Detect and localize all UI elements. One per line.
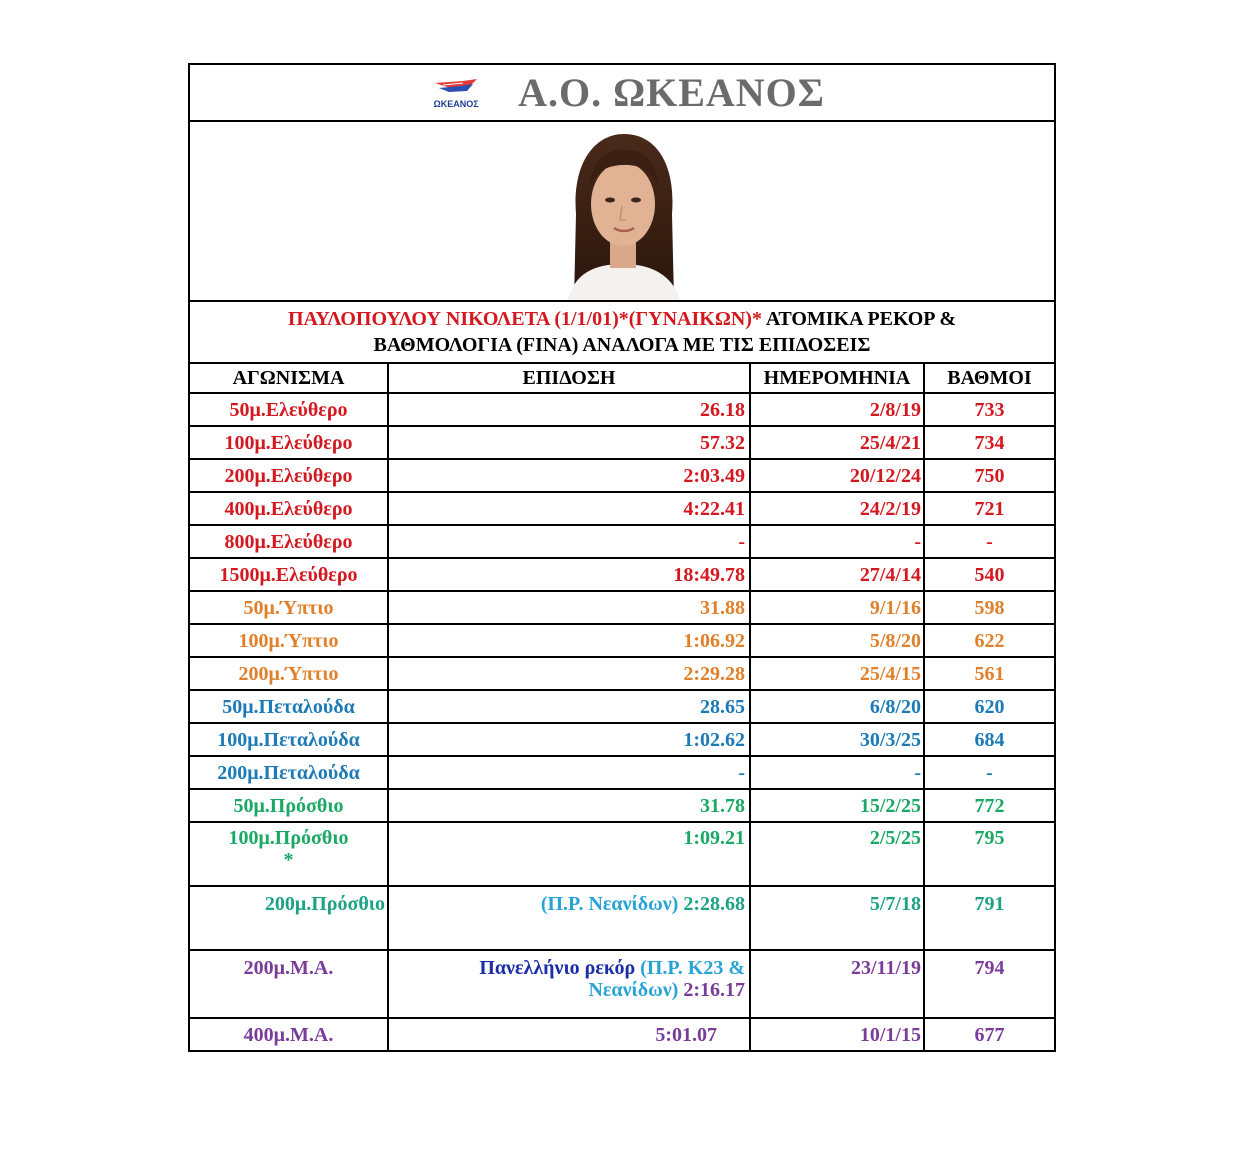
date-cell: 2/8/19 xyxy=(750,393,924,426)
performance-cell: - xyxy=(388,756,750,789)
table-row xyxy=(189,558,1055,591)
table-row xyxy=(189,756,1055,789)
table-row xyxy=(189,591,1055,624)
performance-cell: 5:01.07 xyxy=(388,1018,750,1051)
points-cell: 733 xyxy=(924,393,1055,426)
date-cell: 23/11/19 xyxy=(750,950,924,1018)
date-cell: 27/4/14 xyxy=(750,558,924,591)
col-performance: ΕΠΙΔΟΣΗ xyxy=(388,363,750,393)
points-cell: 721 xyxy=(924,492,1055,525)
col-points: ΒΑΘΜΟΙ xyxy=(924,363,1055,393)
date-cell: 5/7/18 xyxy=(750,886,924,950)
points-cell: 791 xyxy=(924,886,1055,950)
performance-value: 2:16.17 xyxy=(678,979,745,1001)
date-cell: 2/5/25 xyxy=(750,822,924,886)
table-row xyxy=(189,789,1055,822)
performance-cell: 1:02.62 xyxy=(388,723,750,756)
col-event: ΑΓΩΝΙΣΜΑ xyxy=(189,363,388,393)
performance-cell: 1:09.21 xyxy=(388,822,750,886)
club-header xyxy=(189,64,1055,121)
performance-cell: 18:49.78 xyxy=(388,558,750,591)
event-cell: 200μ.Πρόσθιο xyxy=(189,886,388,950)
performance-cell: 2:03.49 xyxy=(388,459,750,492)
table-row xyxy=(189,393,1055,426)
record-note: (Π.Ρ. Νεανίδων) xyxy=(540,893,679,915)
records-table xyxy=(188,63,1056,1052)
table-row xyxy=(189,459,1055,492)
performance-cell xyxy=(388,950,750,1018)
performance-cell: 31.88 xyxy=(388,591,750,624)
points-cell: 794 xyxy=(924,950,1055,1018)
records-body xyxy=(189,393,1055,822)
performance-cell: - xyxy=(388,525,750,558)
event-cell: 50μ.Πεταλούδα xyxy=(189,690,388,723)
performance-cell: 1:06.92 xyxy=(388,624,750,657)
wave-logo-icon xyxy=(433,77,479,97)
table-row xyxy=(189,624,1055,657)
date-cell: 25/4/15 xyxy=(750,657,924,690)
event-cell: 400μ.Ελεύθερο xyxy=(189,492,388,525)
event-cell: 200μ.Ελεύθερο xyxy=(189,459,388,492)
col-date: ΗΜΕΡΟΜΗΝΙΑ xyxy=(750,363,924,393)
points-cell: 750 xyxy=(924,459,1055,492)
event-cell: 100μ.Ελεύθερο xyxy=(189,426,388,459)
record-note-cont: Νεανίδων) xyxy=(588,979,679,1001)
table-row xyxy=(189,657,1055,690)
points-cell: 734 xyxy=(924,426,1055,459)
date-cell: 6/8/20 xyxy=(750,690,924,723)
points-cell: 795 xyxy=(924,822,1055,886)
table-row xyxy=(189,1018,1055,1051)
club-logo xyxy=(419,77,493,109)
table-row xyxy=(189,525,1055,558)
table-row xyxy=(189,950,1055,1018)
performance-cell: 2:29.28 xyxy=(388,657,750,690)
points-cell: 622 xyxy=(924,624,1055,657)
subtitle-line2: ΒΑΘΜΟΛΟΓΙΑ (FINA) ΑΝΑΛΟΓΑ ΜΕ ΤΙΣ ΕΠΙΔΟΣΕΙΣ xyxy=(373,334,871,356)
event-cell: 200μ.Μ.Α. xyxy=(189,950,388,1018)
photo-cell xyxy=(189,121,1055,301)
points-cell: 620 xyxy=(924,690,1055,723)
date-cell: - xyxy=(750,525,924,558)
points-cell: 598 xyxy=(924,591,1055,624)
event-cell: 100μ.Ύπτιο xyxy=(189,624,388,657)
club-header-row xyxy=(189,64,1055,121)
column-header-row xyxy=(189,363,1055,393)
event-cell: 50μ.Πρόσθιο xyxy=(189,789,388,822)
date-cell: 30/3/25 xyxy=(750,723,924,756)
event-cell: 200μ.Ύπτιο xyxy=(189,657,388,690)
subtitle xyxy=(189,301,1055,363)
event-cell: 50μ.Ελεύθερο xyxy=(189,393,388,426)
national-record-label: Πανελλήνιο ρεκόρ xyxy=(479,957,636,979)
points-cell: - xyxy=(924,756,1055,789)
points-cell: 561 xyxy=(924,657,1055,690)
event-cell: 800μ.Ελεύθερο xyxy=(189,525,388,558)
points-cell: 540 xyxy=(924,558,1055,591)
table-row xyxy=(189,723,1055,756)
date-cell: 20/12/24 xyxy=(750,459,924,492)
date-cell: 5/8/20 xyxy=(750,624,924,657)
subtitle-row xyxy=(189,301,1055,363)
table-row xyxy=(189,886,1055,950)
date-cell: 9/1/16 xyxy=(750,591,924,624)
performance-cell: 31.78 xyxy=(388,789,750,822)
club-name: Α.Ο. ΩΚΕΑΝΟΣ xyxy=(518,69,825,115)
points-cell: 684 xyxy=(924,723,1055,756)
table-row xyxy=(189,492,1055,525)
event-cell: 200μ.Πεταλούδα xyxy=(189,756,388,789)
performance-cell: 26.18 xyxy=(388,393,750,426)
performance-cell xyxy=(388,886,750,950)
date-cell: 15/2/25 xyxy=(750,789,924,822)
performance-value: 2:28.68 xyxy=(678,893,745,915)
records-sheet xyxy=(188,63,1054,1052)
performance-cell: 28.65 xyxy=(388,690,750,723)
event-cell xyxy=(189,822,388,886)
event-cell: 1500μ.Ελεύθερο xyxy=(189,558,388,591)
points-cell: 772 xyxy=(924,789,1055,822)
performance-cell: 57.32 xyxy=(388,426,750,459)
date-cell: 24/2/19 xyxy=(750,492,924,525)
event-star: * xyxy=(283,849,294,871)
athlete-photo xyxy=(554,124,690,300)
table-row xyxy=(189,690,1055,723)
points-cell: 677 xyxy=(924,1018,1055,1051)
subtitle-line1: ΑΤΟΜΙΚΑ ΡΕΚΟΡ & xyxy=(761,308,957,330)
points-cell: - xyxy=(924,525,1055,558)
table-row xyxy=(189,822,1055,886)
event-cell: 100μ.Πεταλούδα xyxy=(189,723,388,756)
logo-text: ΩΚΕΑΝΟΣ xyxy=(433,98,479,109)
event-name: 100μ.Πρόσθιο xyxy=(228,827,349,849)
date-cell: 10/1/15 xyxy=(750,1018,924,1051)
event-cell: 50μ.Ύπτιο xyxy=(189,591,388,624)
photo-row xyxy=(189,121,1055,301)
table-row xyxy=(189,426,1055,459)
athlete-name: ΠΑΥΛΟΠΟΥΛΟΥ ΝΙΚΟΛΕΤΑ (1/1/01)*(ΓΥΝΑΙΚΩΝ)* xyxy=(287,308,762,330)
event-cell: 400μ.Μ.Α. xyxy=(189,1018,388,1051)
date-cell: 25/4/21 xyxy=(750,426,924,459)
date-cell: - xyxy=(750,756,924,789)
record-note: (Π.Ρ. Κ23 & xyxy=(635,957,745,979)
performance-cell: 4:22.41 xyxy=(388,492,750,525)
